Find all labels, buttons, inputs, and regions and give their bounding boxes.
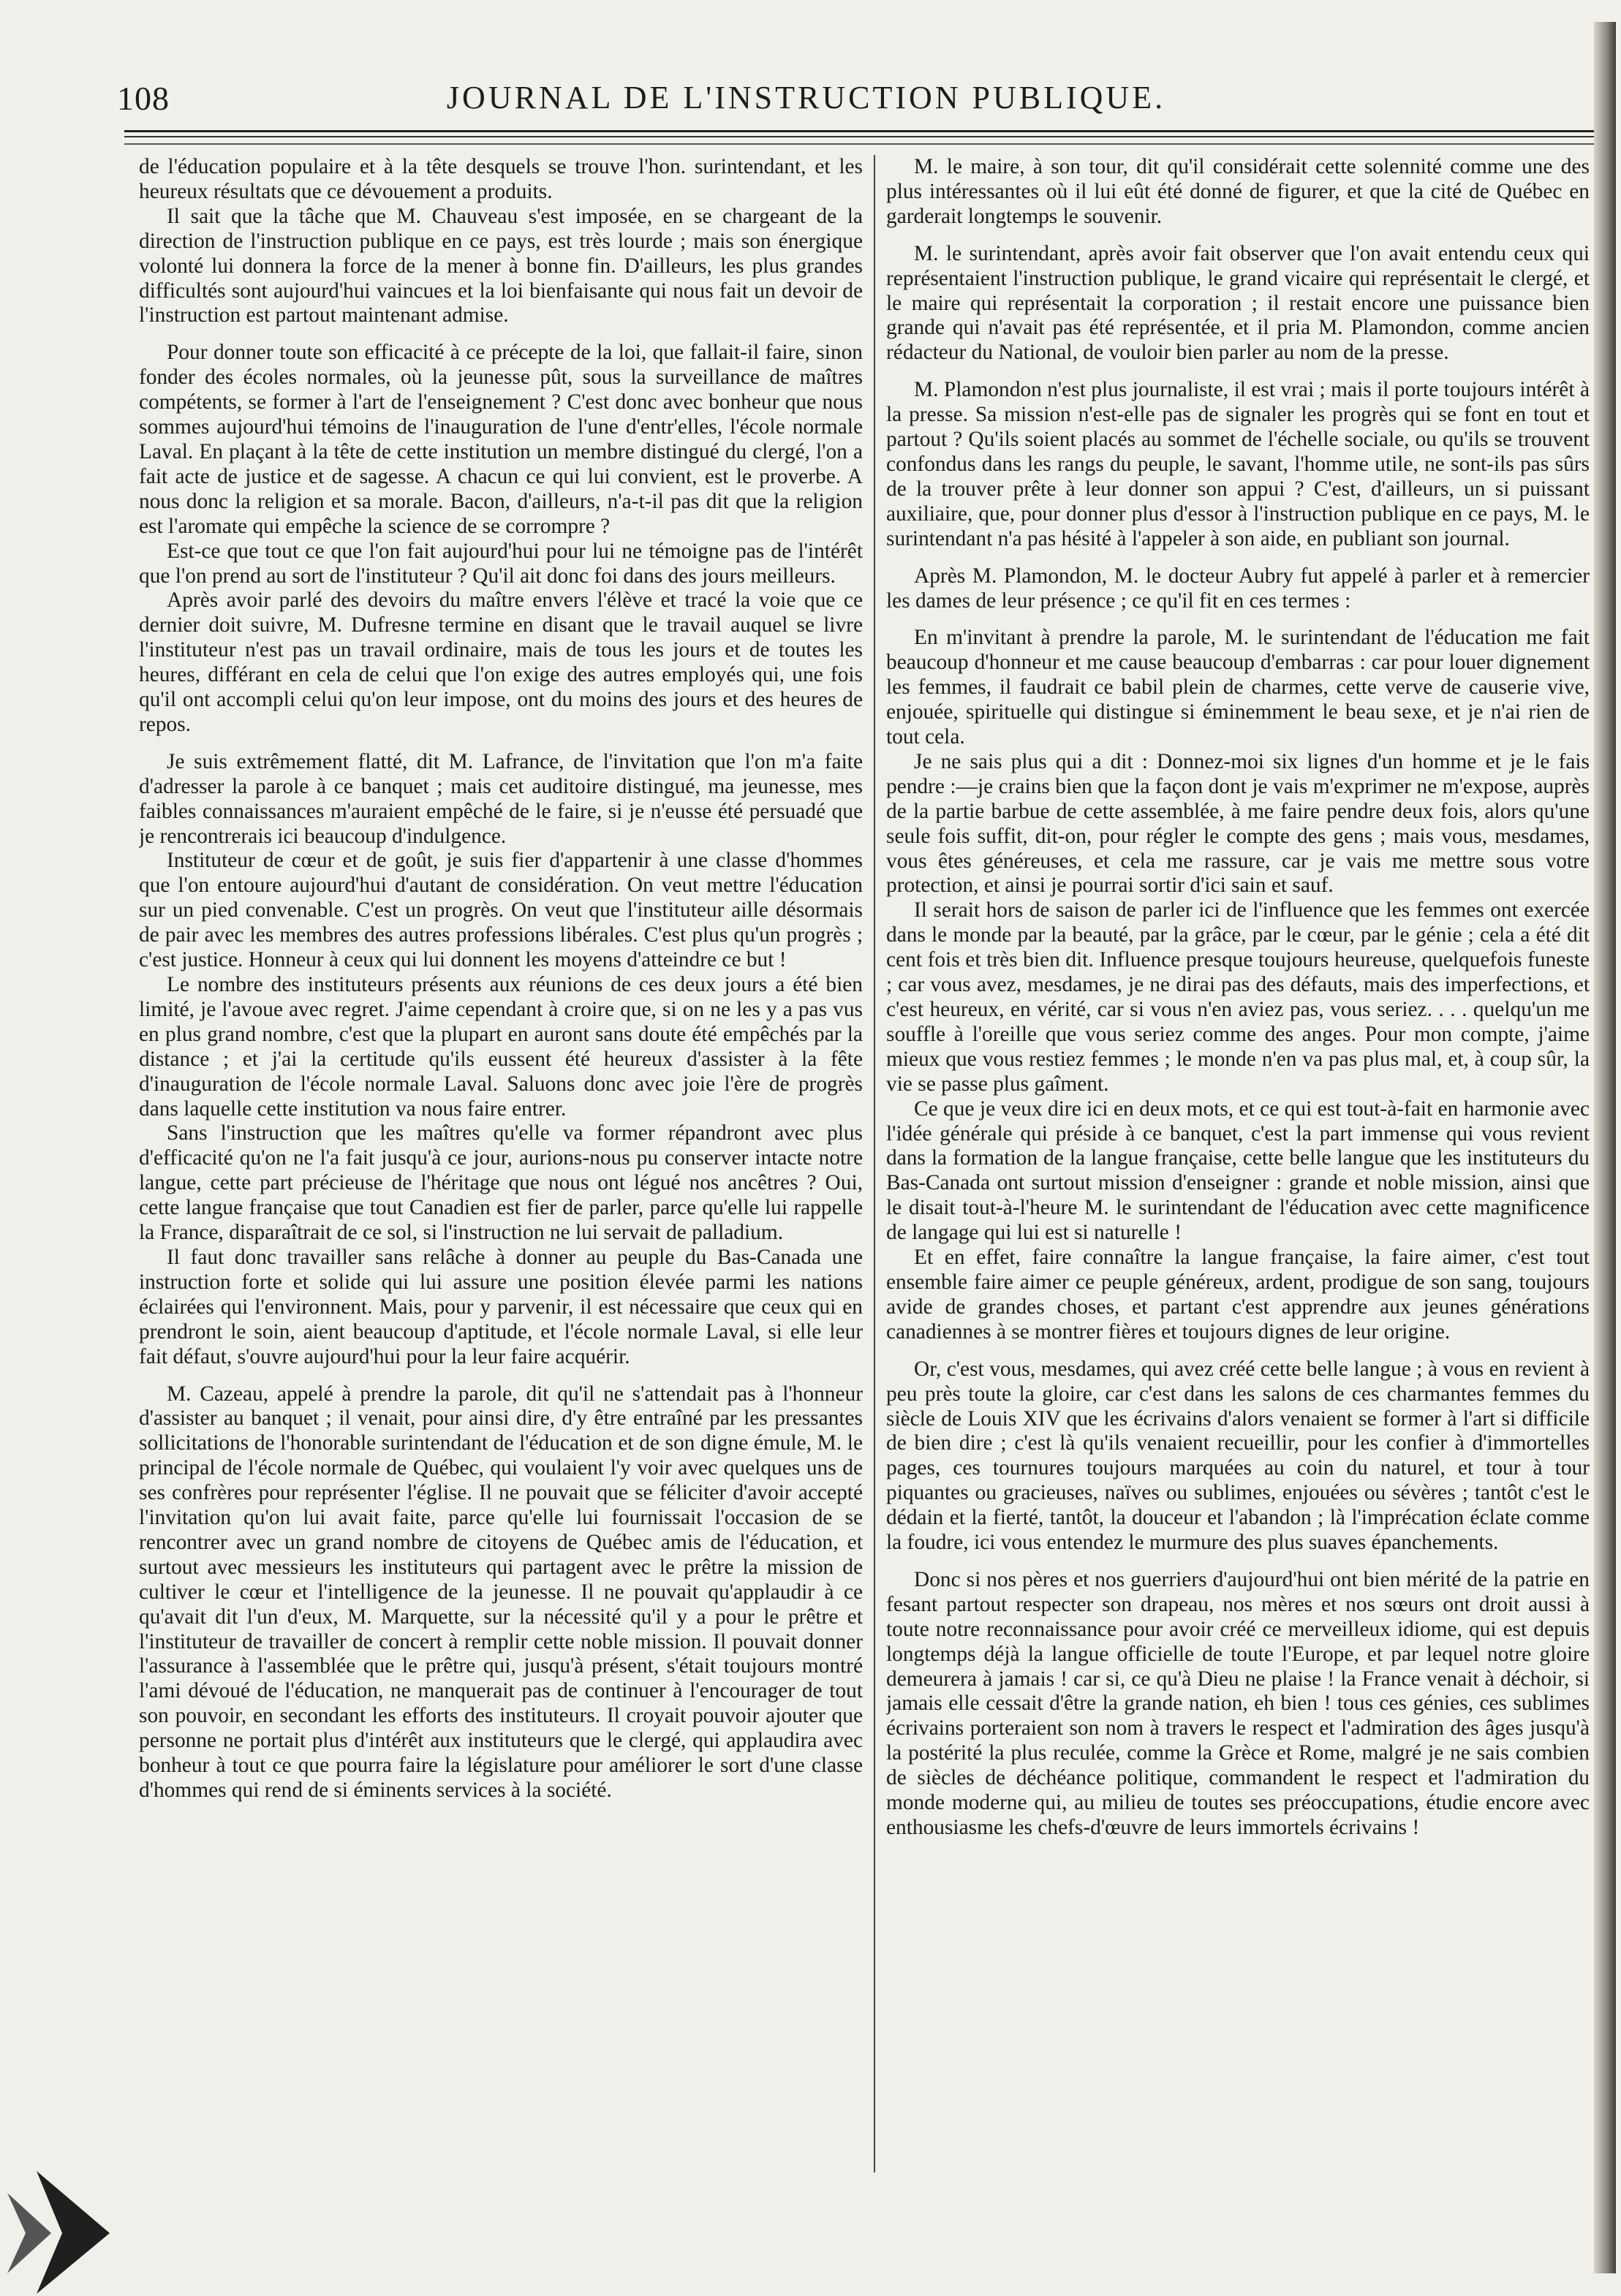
- paragraph: Après avoir parlé des devoirs du maître envers l'élève et tracé la voie que ce dernier doit suivre, M. Dufresne termine en disant que le travail auquel se livre l'instituteur n'est pas un travail ordinaire, mais de tous les jours et de toutes les heures, différant en cela de celui que l'on exige des autres employés qui, une fois qu'il ont accompli celui qu'on leur impose, ont du moins des jours et des heures de repos.: [139, 588, 863, 736]
- header-rule: [124, 130, 1594, 132]
- paragraph: Et en effet, faire connaître la langue française, la faire aimer, c'est tout ensemble faire aimer ce peuple généreux, ardent, prodigue de son sang, toujours avide de grandes choses, et partant c'est apprendre aux jeunes générations canadiennes à se montrer fières et toujours dignes de leur origine.: [886, 1246, 1590, 1344]
- header-rule: [124, 136, 1594, 137]
- paragraph: Je suis extrêmement flatté, dit M. Lafrance, de l'invitation que l'on m'a faite d'adresser la parole à ce banquet ; mais cet auditoire distingué, ma jeunesse, mes faibles connaissances m'auraient empêché de le faire, si je n'eusse été persuadé que je rencontrerais ici beaucoup d'indulgence.: [139, 749, 863, 848]
- paragraph: Pour donner toute son efficacité à ce précepte de la loi, que fallait-il faire, sinon fonder des écoles normales, où la jeunesse pût, sous la surveillance de maîtres compétents, se former à l'art de l'enseignement ? C'est donc avec bonheur que nous sommes aujourd'hui témoins de l'inauguration de l'une d'entr'elles, l'école normale Laval. En plaçant à la tête de cette institution un membre distingué du clergé, l'on a fait acte de justice et de sagesse. A chacun ce qui lui convient, est le proverbe. A nous donc la religion et sa morale. Bacon, d'ailleurs, n'a-t-il pas dit que la religion est l'aromate qui empêche la science de se corrompre ?: [139, 341, 863, 538]
- column-divider: [874, 155, 875, 2172]
- paragraph: Sans l'instruction que les maîtres qu'elle va former répandront avec plus d'efficacité qu'on ne l'a fait jusqu'à ce jour, aurions-nous pu conserver intacte notre langue, cette part précieuse de l'héritage que nous ont légué nos ancêtres ? Oui, cette langue française que tout Canadien est fier de parler, parce qu'elle lui rappelle la France, disparaîtrait de ce sol, si l'instruction ne lui servait de palladium.: [139, 1121, 863, 1245]
- corner-arrow-icon: [0, 2164, 117, 2296]
- page-number: 108: [117, 80, 170, 117]
- paragraph: Le nombre des instituteurs présents aux réunions de ces deux jours a été bien limité, je l'avoue avec regret. J'aime cependant à croire que, si on ne les y a pas vus en plus grand nombre, c'est que la plupart en auront sans doute été empêchés par la distance ; et j'ai la certitude qu'ils eussent été heureux d'assister à la fête d'inauguration de l'école normale Laval. Saluons donc avec joie l'ère de progrès dans laquelle cette institution va nous faire entrer.: [139, 973, 863, 1121]
- paragraph: Je ne sais plus qui a dit : Donnez-moi six lignes d'un homme et je le fais pendre :—je crains bien que la façon dont je vais m'exprimer ne m'expose, auprès de la partie barbue de cette assemblée, à me faire pendre deux fois, alors qu'une seule fois suffit, dit-on, pour régler le compte des gens ; mais vous, mesdames, vous êtes généreuses, et cela me rassure, car je vais me mettre sous votre protection, et ainsi je pourrai sortir d'ici sain et sauf.: [886, 749, 1590, 898]
- paragraph: M. Cazeau, appelé à prendre la parole, dit qu'il ne s'attendait pas à l'honneur d'assister au banquet ; il venait, pour ainsi dire, d'y être entraîné par les pressantes sollicitations de l'honorable surintendant de l'éducation et de son digne émule, M. le principal de l'école normale de Québec, qui voulaient l'y voir avec quelques uns de ses confrères pour représenter l'église. Il ne pouvait que se féliciter d'avoir accepté l'invitation qu'on lui avait faite, parce qu'elle lui fournissait l'occasion de se rencontrer avec un grand nombre de citoyens de Québec amis de l'éducation, et surtout avec messieurs les instituteurs qui partagent avec le prêtre la mission de cultiver le cœur et l'intelligence de la jeunesse. Il ne pouvait qu'applaudir à ce qu'avait dit l'un d'eux, M. Marquette, sur la nécessité qu'il y a pour le prêtre et l'instituteur de travailler de concert à remplir cette noble mission. Il pouvait donner l'assurance à l'assemblée que le prêtre qui, jusqu'à présent, s'était toujours montré l'ami dévoué de l'éducation, ne manquerait pas de continuer à l'encourager de tout son pouvoir, en secondant les efforts des instituteurs. Il croyait pouvoir ajouter que personne ne portait plus d'intérêt aux instituteurs que le clergé, qui applaudira avec bonheur à tout ce que pourra faire la législature pour améliorer le sort d'une classe d'hommes qui rend de si éminents services à la société.: [139, 1382, 863, 1802]
- right-column: [886, 155, 1590, 2180]
- paragraph: Instituteur de cœur et de goût, je suis fier d'appartenir à une classe d'hommes que l'on entoure aujourd'hui d'autant de considération. On veut mettre l'éducation sur un pied convenable. C'est un progrès. On veut que l'instituteur aille désormais de pair avec les membres des autres professions libérales. C'est plus qu'un progrès ; c'est justice. Honneur à ceux qui lui donnent les moyens d'atteindre ce but !: [139, 849, 863, 972]
- paragraph: M. le maire, à son tour, dit qu'il considérait cette solennité comme une des plus intéressantes où il lui eût été donné de figurer, et que la cité de Québec en garderait longtemps le souvenir.: [886, 155, 1590, 228]
- paragraph: Donc si nos pères et nos guerriers d'aujourd'hui ont bien mérité de la patrie en fesant partout respecter son drapeau, nos mères et nos sœurs ont droit aussi à toute notre reconnaissance pour avoir créé ce merveilleux idiome, qui est depuis longtemps déjà la langue officielle de toute l'Europe, et par lequel notre gloire demeurera à jamais ! car si, ce qu'à Dieu ne plaise ! la France venait à déchoir, si jamais elle cessait d'être la grande nation, eh bien ! tous ces génies, ces sublimes écrivains porteraient son nom à travers le respect et l'admiration des âges jusqu'à la postérité la plus reculée, comme la Grèce et Rome, malgré je ne sais combien de siècles de déchéance politique, commandent le respect et l'admiration du monde moderne qui, au milieu de toutes ses préoccupations, étudie encore avec enthousiasme les chefs-d'œuvre de leurs immortels écrivains !: [886, 1567, 1590, 1839]
- paragraph: M. Plamondon n'est plus journaliste, il est vrai ; mais il porte toujours intérêt à la presse. Sa mission n'est-elle pas de signaler les progrès qui se font en tout et partout ? Qu'ils soient placés au sommet de l'échelle sociale, ou qu'ils se trouvent confondus dans les rangs du peuple, le savant, l'homme utile, ne sont-ils pas sûrs de la trouver prête à leur donner son appui ? C'est, d'ailleurs, un si puissant auxiliaire, que, pour donner plus d'essor à l'instruction publique en ce pays, M. le surintendant n'a pas hésité à l'appeler à son aide, en publiant son journal.: [886, 378, 1590, 550]
- paragraph: Il sait que la tâche que M. Chauveau s'est imposée, en se chargeant de la direction de l'instruction publique en ce pays, est très lourde ; mais son énergique volonté lui donnera la force de la mener à bonne fin. D'ailleurs, les plus grandes difficultés sont aujourd'hui vaincues et la loi bienfaisante qui nous fait un devoir de l'instruction est partout maintenant admise.: [139, 204, 863, 327]
- paragraph: M. le surintendant, après avoir fait observer que l'on avait entendu ceux qui représentaient l'instruction publique, le grand vicaire qui représentait le clergé, et le maire qui représentait la corporation ; il restait encore une puissance bien grande qui n'avait pas été représentée, et il pria M. Plamondon, comme ancien rédacteur du National, de vouloir bien parler au nom de la presse.: [886, 241, 1590, 365]
- paragraph: En m'invitant à prendre la parole, M. le surintendant de l'éducation me fait beaucoup d'honneur et me cause beaucoup d'embarras : car pour louer dignement les femmes, il faudrait ce babil plein de charmes, cette verve de causerie vive, enjouée, spirituelle qui distingue si éminemment le beau sexe, et je n'ai rien de tout cela.: [886, 626, 1590, 749]
- paragraph: de l'éducation populaire et à la tête desquels se trouve l'hon. surintendant, et les heureux résultats que ce dévouement a produits.: [139, 155, 863, 203]
- left-column: [139, 155, 863, 2180]
- header-rule: [124, 143, 1594, 145]
- paragraph: Est-ce que tout ce que l'on fait aujourd'hui pour lui ne témoigne pas de l'intérêt que l'on prend au sort de l'instituteur ? Qu'il ait donc foi dans des jours meilleurs.: [139, 539, 863, 588]
- page-header: [110, 73, 1503, 132]
- paragraph: Or, c'est vous, mesdames, qui avez créé cette belle langue ; à vous en revient à peu près toute la gloire, car c'est dans les salons de ces charmantes femmes du siècle de Louis XIV que les écrivains d'alors venaient se former à l'art si difficile de bien dire ; c'est là qu'ils venaient recueillir, pour les confier à d'immortelles pages, ces tournures toujours marquées au coin du naturel, et tour à tour piquantes ou gracieuses, naïves ou sublimes, enjouées ou sévères ; tantôt c'est le dédain et la fierté, tantôt, la douceur et l'abandon ; là l'imprécation éclate comme la foudre, ici vous entendez le murmure des plus suaves épanchements.: [886, 1357, 1590, 1555]
- journal-title: JOURNAL DE L'INSTRUCTION PUBLIQUE.: [446, 80, 1166, 115]
- paragraph: Ce que je veux dire ici en deux mots, et ce qui est tout-à-fait en harmonie avec l'idée générale qui préside à ce banquet, c'est la part immense qui vous revient dans la formation de la langue française, cette belle langue que les instituteurs du Bas-Canada ont surtout mission d'enseigner : grande et noble mission, ainsi que le disait tout-à-l'heure M. le surintendant de l'éducation avec cette magnificence de langage qui lui est si naturelle !: [886, 1096, 1590, 1245]
- paragraph: Il faut donc travailler sans relâche à donner au peuple du Bas-Canada une instruction forte et solide qui lui assure une position élevée parmi les nations éclairées qui l'environnent. Mais, pour y parvenir, il est nécessaire que ceux qui en prendront le soin, aient beaucoup d'aptitude, et l'école normale Laval, si elle leur fait défaut, s'ouvre aujourd'hui pour la leur faire acquérir.: [139, 1245, 863, 1368]
- paragraph: Après M. Plamondon, M. le docteur Aubry fut appelé à parler et à remercier les dames de leur présence ; ce qu'il fit en ces termes :: [886, 564, 1590, 613]
- scan-edge-shadow: [1594, 22, 1616, 2273]
- paragraph: Il serait hors de saison de parler ici de l'influence que les femmes ont exercée dans le monde par la beauté, par la grâce, par le cœur, par le génie ; cela a été dit cent fois et très bien dit. Influence presque toujours heureuse, quelquefois funeste ; car vous avez, mesdames, je ne dirai pas des défauts, mais des imperfections, et c'est heureux, en vérité, car si vous n'en aviez pas, vous seriez. . . . quelqu'un me souffle à l'oreille que vous seriez comme des anges. Pour mon compte, j'aime mieux que vous restiez femmes ; le monde n'en va pas plus mal, et, à coup sûr, la vie se passe plus gaîment.: [886, 898, 1590, 1096]
